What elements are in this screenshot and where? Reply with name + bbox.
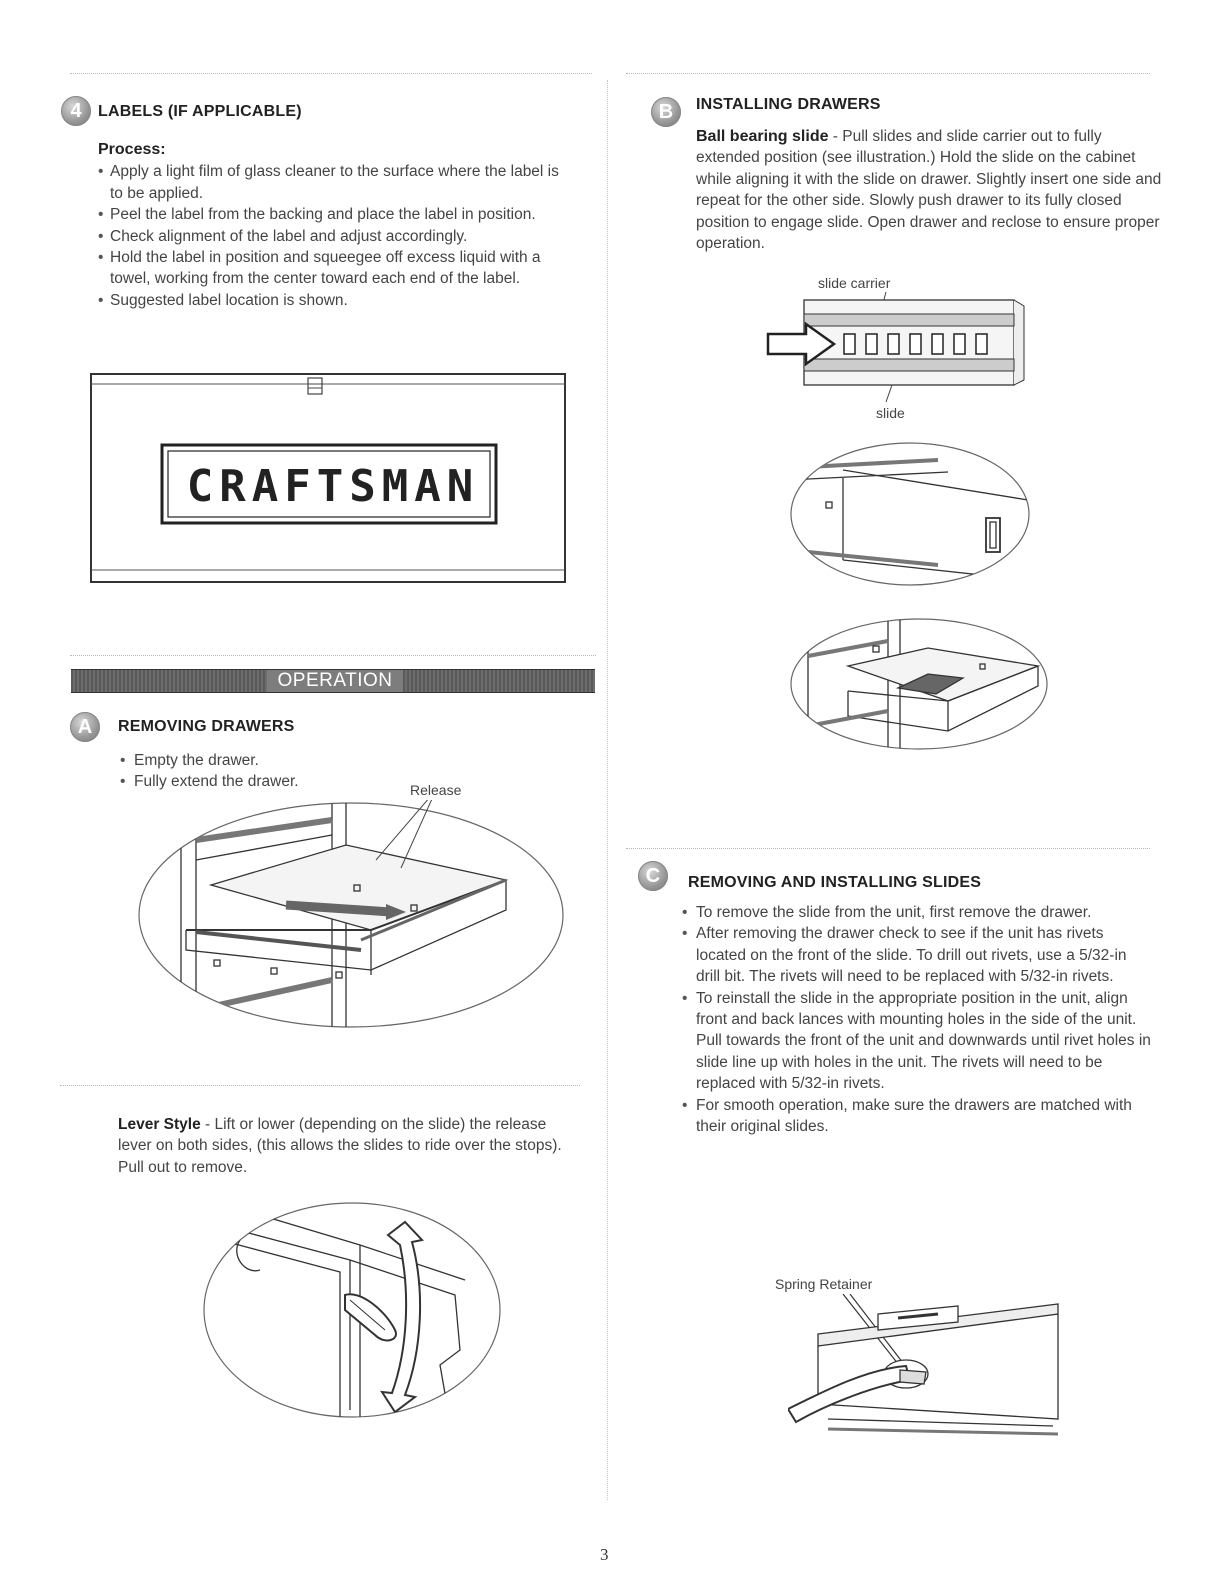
- list-item: • For smooth operation, make sure the drawers are matched with their original slides.: [682, 1095, 1152, 1138]
- removing-steps-list: [120, 750, 420, 793]
- lever-style-paragraph: [118, 1114, 568, 1178]
- installing-drawers-heading: INSTALLING DRAWERS: [696, 96, 881, 113]
- operation-divider: [70, 655, 596, 656]
- list-item: • Apply a light film of glass cleaner to the surface where the label is to be applied.: [98, 161, 568, 204]
- operation-banner: [71, 669, 595, 693]
- top-divider-right: [626, 73, 1150, 74]
- section-b-badge: B: [651, 97, 681, 127]
- lever-release-illustration: [200, 1200, 505, 1422]
- slide-carrier-illustration: [766, 292, 1028, 402]
- list-item: • Empty the drawer.: [120, 750, 420, 771]
- top-divider-left: [70, 73, 592, 74]
- labels-process: [98, 139, 568, 311]
- operation-banner-label: OPERATION: [267, 670, 403, 692]
- slides-divider: [626, 848, 1150, 849]
- removing-drawers-steps: [120, 750, 420, 793]
- section-number-badge: 4: [61, 96, 91, 126]
- mid-divider-left: [60, 1085, 580, 1086]
- ball-bearing-paragraph: [696, 126, 1164, 254]
- labels-steps-list: [98, 161, 568, 311]
- list-item: • Fully extend the drawer.: [120, 771, 420, 792]
- list-item: • Peel the label from the backing and place the label in position.: [98, 204, 568, 225]
- slide-engage-illustration: [788, 440, 1033, 588]
- list-item: • To remove the slide from the unit, first remove the drawer.: [682, 902, 1152, 923]
- release-callout: Release: [410, 782, 462, 798]
- column-divider: [607, 80, 608, 1500]
- spring-retainer-callout: Spring Retainer: [775, 1276, 873, 1292]
- section-a-badge: A: [70, 712, 100, 742]
- spring-retainer-illustration: [788, 1294, 1068, 1444]
- slide-carrier-callout: slide carrier: [818, 275, 891, 291]
- lever-style-text: - Lift or lower (depending on the slide) the release lever on both sides, (this allows the slides to ride over the stops). Pull out to remove.: [118, 1116, 562, 1176]
- slides-steps-list: [682, 902, 1152, 1137]
- drawer-install-illustration: [788, 616, 1050, 752]
- list-item: • To reinstall the slide in the appropriate position in the unit, align front and back lances with mounting holes in the side of the unit. Pull towards the front of the unit and downwards until rivet holes in slide line up with holes in the unit. The rivets will need to be replaced with 5/32-in rivets.: [682, 988, 1152, 1095]
- list-item: • After removing the drawer check to see if the unit has rivets located on the front of the slide. To drill out rivets, use a 5/32-in drill bit. The rivets will need to be replaced with 5/32-in rivets.: [682, 923, 1152, 987]
- slide-callout: slide: [876, 405, 905, 421]
- lever-style-bold: Lever Style: [118, 1116, 201, 1133]
- process-heading: Process:: [98, 141, 166, 158]
- removing-drawers-heading: REMOVING DRAWERS: [118, 718, 295, 735]
- section-c-badge: C: [638, 861, 668, 891]
- craftsman-label-text: CRAFTSMAN: [186, 461, 480, 512]
- page-number: 3: [600, 1545, 609, 1564]
- slides-heading: REMOVING AND INSTALLING SLIDES: [688, 874, 982, 891]
- list-item: • Hold the label in position and squeegee off excess liquid with a towel, working from the center toward each end of the label.: [98, 247, 568, 290]
- drawer-extended-illustration: [136, 800, 566, 1030]
- ball-bearing-bold: Ball bearing slide: [696, 128, 829, 145]
- list-item: • Suggested label location is shown.: [98, 290, 568, 311]
- ball-bearing-text: - Pull slides and slide carrier out to fully extended position (see illustration.) Hold the slide on the cabinet while aligning it with the slide on drawer. Slightly insert one side and repeat for the other side. Slowly push drawer to its fully closed position to engage slide. Open drawer and reclose to ensure proper operation.: [696, 128, 1162, 253]
- labels-heading: LABELS (IF APPLICABLE): [98, 103, 302, 120]
- slides-steps: [682, 902, 1152, 1137]
- list-item: • Check alignment of the label and adjust accordingly.: [98, 226, 568, 247]
